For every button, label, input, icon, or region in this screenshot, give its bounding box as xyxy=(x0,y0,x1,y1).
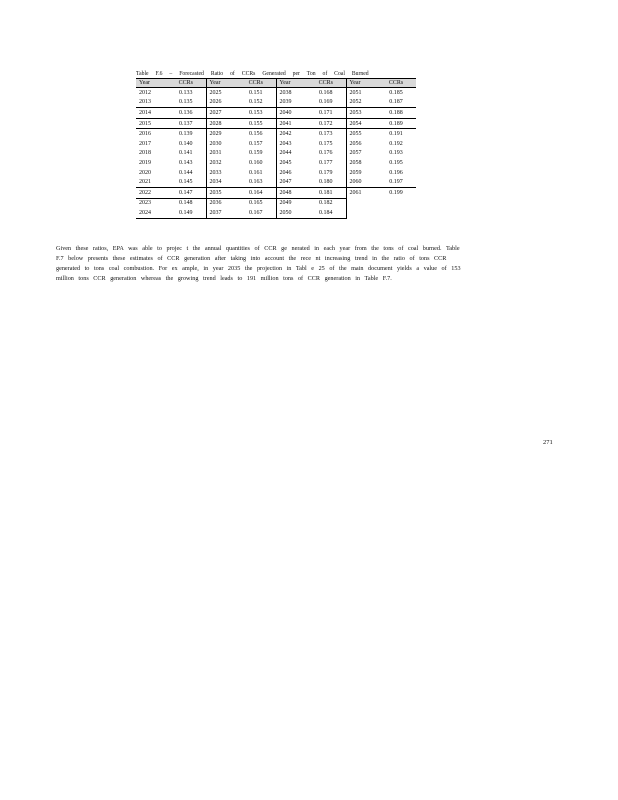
ccr-ratio-cell: 0.160 xyxy=(236,158,276,168)
year-cell: 2015 xyxy=(136,118,166,129)
ccr-ratio-cell: 0.199 xyxy=(376,187,416,198)
header-year-1: Year xyxy=(136,79,166,88)
year-cell: 2044 xyxy=(279,150,292,157)
ccr-ratio-cell: 0.195 xyxy=(389,159,403,166)
year-cell: 2043 xyxy=(279,140,292,147)
header-year-3: Year xyxy=(276,79,306,88)
ccr-ratio-cell: 0.197 xyxy=(389,179,403,186)
table-row xyxy=(136,118,486,129)
year-cell: 2018 xyxy=(139,150,151,157)
year-cell: 2039 xyxy=(279,99,292,106)
year-cell: 2021 xyxy=(139,179,151,186)
body-paragraph xyxy=(56,244,562,284)
ccr-ratio-cell: 0.141 xyxy=(166,149,206,159)
year-cell: 2024 xyxy=(136,208,166,218)
ccr-ratio-cell: 0.133 xyxy=(166,88,206,98)
year-cell: 2038 xyxy=(279,89,292,96)
year-cell: 2026 xyxy=(209,99,222,106)
ccr-ratio-cell: 0.193 xyxy=(389,150,403,157)
table-row xyxy=(136,198,486,208)
year-cell: 2049 xyxy=(276,198,306,208)
ccr-ratio-cell: 0.189 xyxy=(376,118,416,129)
page-number: 271 xyxy=(543,439,553,446)
table-row xyxy=(136,158,486,168)
ccr-ratio-cell: 0.175 xyxy=(306,139,346,149)
ccr-ratio-cell: 0.144 xyxy=(166,168,206,178)
table-row xyxy=(136,168,486,178)
year-cell: 2012 xyxy=(139,89,151,96)
year-cell: 2051 xyxy=(349,89,362,96)
year-cell: 2025 xyxy=(209,89,222,96)
ccr-ratio-cell: 0.168 xyxy=(306,88,346,98)
year-cell: 2020 xyxy=(139,169,151,176)
year-cell: 2045 xyxy=(279,159,292,166)
year-cell xyxy=(346,208,376,218)
table-row xyxy=(136,177,486,187)
ccr-ratio-cell: 0.159 xyxy=(236,149,276,159)
ccr-ratio-cell: 0.181 xyxy=(306,187,346,198)
table-row xyxy=(136,108,486,119)
ccr-ratio-cell: 0.139 xyxy=(166,129,206,139)
ccr-ratio-cell: 0.172 xyxy=(306,118,346,129)
year-cell: 2034 xyxy=(209,179,222,186)
year-cell: 2016 xyxy=(136,129,166,139)
year-cell: 2057 xyxy=(349,150,362,157)
year-cell: 2031 xyxy=(209,150,222,157)
paragraph-line: Given these ratios, EPA was able to projec t the annual quantities of CCR ge nerated in each year from the tons of coal burned. Table xyxy=(56,245,460,252)
year-cell: 2019 xyxy=(139,159,151,166)
ccr-ratio-cell xyxy=(376,198,416,208)
year-cell: 2047 xyxy=(279,179,292,186)
year-cell: 2029 xyxy=(206,129,236,139)
year-cell: 2042 xyxy=(276,129,306,139)
year-cell: 2023 xyxy=(136,198,166,208)
year-cell: 2030 xyxy=(209,140,222,147)
ccr-ratio-cell: 0.135 xyxy=(166,98,206,108)
ccr-ratio-cell: 0.192 xyxy=(389,140,403,147)
ccr-ratio-cell: 0.187 xyxy=(389,99,403,106)
table-row xyxy=(136,139,486,149)
year-cell: 2061 xyxy=(346,187,376,198)
ccr-ratio-cell: 0.196 xyxy=(389,169,403,176)
year-cell: 2046 xyxy=(279,169,292,176)
year-cell: 2050 xyxy=(276,208,306,218)
year-cell: 2041 xyxy=(276,118,306,129)
ccr-ratio-cell: 0.149 xyxy=(166,208,206,218)
table-row xyxy=(136,208,486,218)
year-cell: 2052 xyxy=(349,99,362,106)
year-cell xyxy=(346,198,376,208)
header-ccrs-3: CCRs xyxy=(306,79,346,88)
year-cell: 2022 xyxy=(136,187,166,198)
ccr-ratio-cell: 0.169 xyxy=(306,98,346,108)
year-cell: 2053 xyxy=(346,108,376,119)
ccr-ratio-cell: 0.136 xyxy=(166,108,206,119)
ccr-ratio-cell: 0.151 xyxy=(236,88,276,98)
ccr-ratio-cell: 0.171 xyxy=(306,108,346,119)
ccr-ratio-cell: 0.176 xyxy=(306,149,346,159)
year-cell: 2055 xyxy=(346,129,376,139)
ccr-ratio-cell: 0.165 xyxy=(236,198,276,208)
ccr-ratio-cell: 0.143 xyxy=(166,158,206,168)
year-cell: 2035 xyxy=(206,187,236,198)
ccr-ratio-cell: 0.152 xyxy=(236,98,276,108)
table-row xyxy=(136,98,486,108)
ccr-ratio-cell: 0.185 xyxy=(389,89,403,96)
year-cell: 2059 xyxy=(349,169,362,176)
ccr-ratio-cell: 0.161 xyxy=(236,168,276,178)
ccr-ratio-cell: 0.140 xyxy=(166,139,206,149)
ccr-ratio-cell: 0.184 xyxy=(306,208,346,218)
ccr-ratio-cell: 0.191 xyxy=(376,129,416,139)
ccr-ratio-cell: 0.163 xyxy=(236,177,276,187)
ccr-ratio-cell: 0.153 xyxy=(236,108,276,119)
year-cell: 2058 xyxy=(349,159,362,166)
year-cell: 2040 xyxy=(276,108,306,119)
ccr-ratio-cell: 0.177 xyxy=(306,158,346,168)
ccr-ratio-cell: 0.148 xyxy=(166,198,206,208)
table-row xyxy=(136,187,486,198)
year-cell: 2036 xyxy=(206,198,236,208)
ccr-ratio-cell: 0.173 xyxy=(306,129,346,139)
ccr-ratio-cell: 0.147 xyxy=(166,187,206,198)
paragraph-line: generated to tons coal combustion. For ex ample, in year 2035 the projection in Tabl e 25 of the main document yields a value of 153 xyxy=(56,265,461,272)
ccr-ratio-cell: 0.145 xyxy=(166,177,206,187)
table-row xyxy=(136,149,486,159)
table-caption: Table F.6 – Forecasted Ratio of CCRs Generated per Ton of Coal Burned xyxy=(136,70,369,77)
year-cell: 2054 xyxy=(346,118,376,129)
year-cell: 2027 xyxy=(206,108,236,119)
ccr-ratio-cell: 0.179 xyxy=(306,168,346,178)
year-cell: 2037 xyxy=(206,208,236,218)
year-cell: 2017 xyxy=(139,140,151,147)
header-year-4: Year xyxy=(346,79,376,88)
ccr-ratio-cell: 0.156 xyxy=(236,129,276,139)
header-ccrs-1: CCRs xyxy=(166,79,206,88)
ccr-ratio-cell: 0.137 xyxy=(166,118,206,129)
year-cell: 2028 xyxy=(206,118,236,129)
year-cell: 2013 xyxy=(139,99,151,106)
header-year-2: Year xyxy=(206,79,236,88)
ccr-ratio-cell: 0.180 xyxy=(306,177,346,187)
year-cell: 2014 xyxy=(136,108,166,119)
year-cell: 2048 xyxy=(276,187,306,198)
table-row xyxy=(136,88,486,98)
paragraph-line: million tons CCR generation whereas the growing trend leads to 191 million tons of CCR generation in Table F.7. xyxy=(56,275,392,282)
year-cell: 2060 xyxy=(349,179,362,186)
ccr-ratio-cell xyxy=(376,208,416,218)
ccr-ratio-cell: 0.188 xyxy=(376,108,416,119)
ccr-ratio-cell: 0.167 xyxy=(236,208,276,218)
ccr-ratio-cell: 0.182 xyxy=(306,198,346,208)
header-ccrs-2: CCRs xyxy=(236,79,276,88)
year-cell: 2033 xyxy=(209,169,222,176)
table-header-row xyxy=(136,79,486,88)
header-ccrs-4: CCRs xyxy=(376,79,416,88)
paragraph-line: F.7 below presents these estimates of CCR generation after taking into account the rece nt increasing trend in the ratio of tons CCR xyxy=(56,255,447,262)
year-cell: 2056 xyxy=(349,140,362,147)
year-cell: 2032 xyxy=(209,159,222,166)
ccr-ratio-table xyxy=(136,78,486,219)
table-row xyxy=(136,129,486,139)
ccr-ratio-cell: 0.155 xyxy=(236,118,276,129)
ccr-ratio-cell: 0.157 xyxy=(236,139,276,149)
ccr-ratio-cell: 0.164 xyxy=(236,187,276,198)
